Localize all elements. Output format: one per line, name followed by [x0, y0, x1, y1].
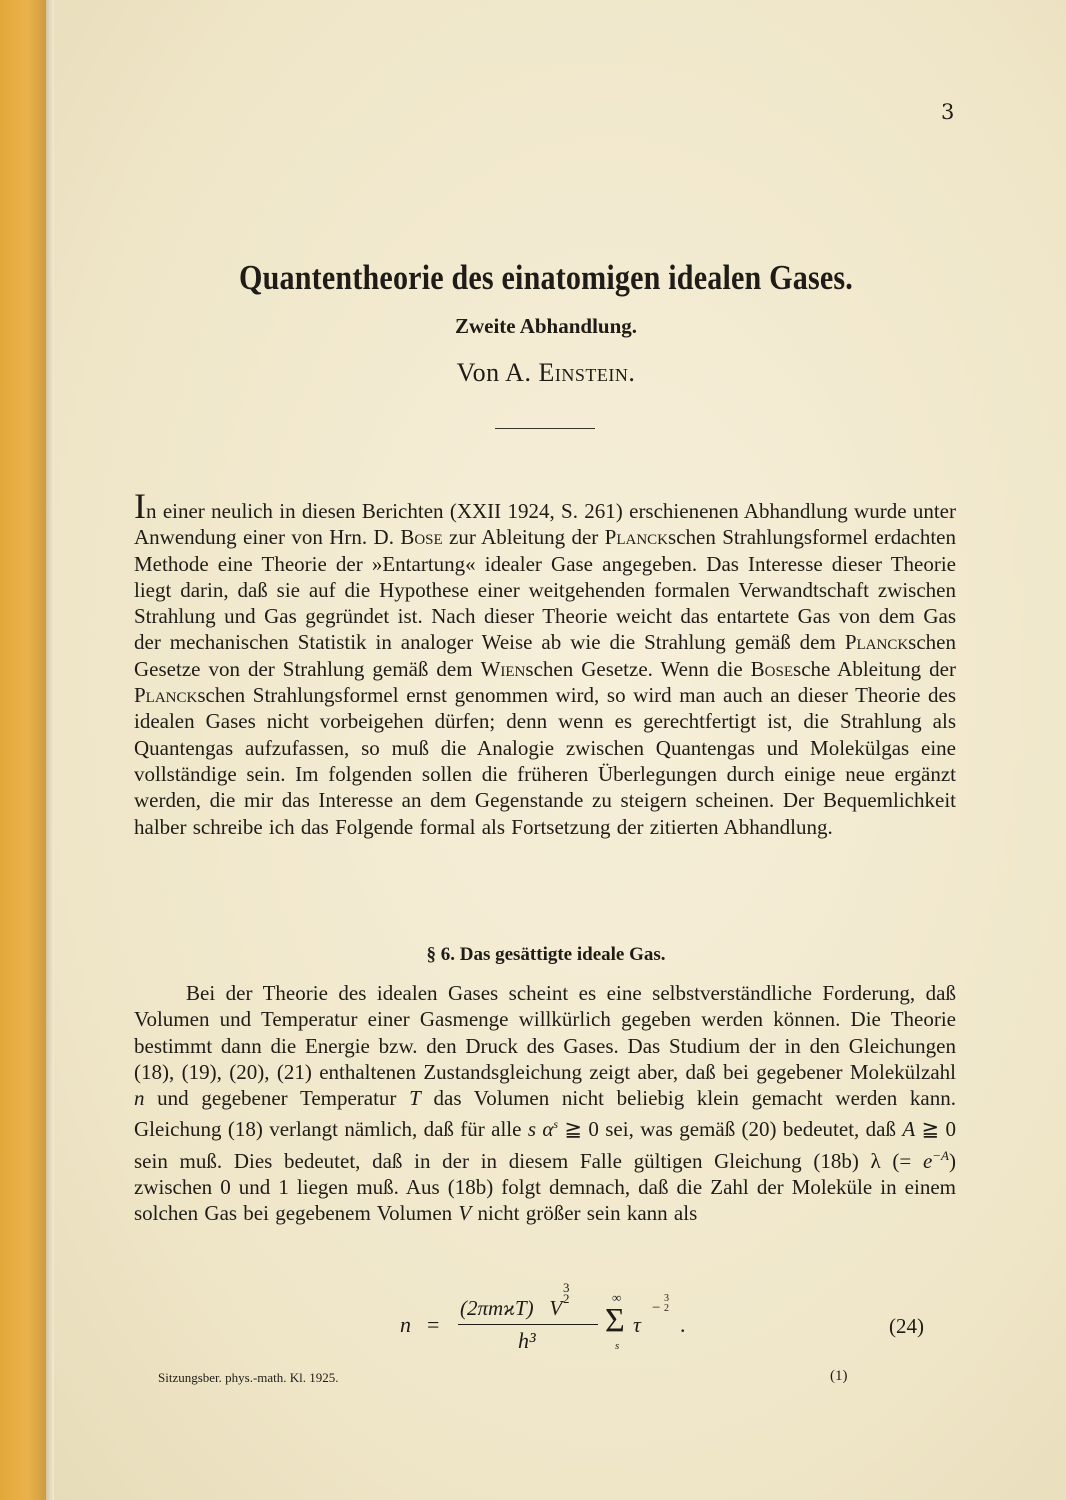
title-divider — [495, 428, 595, 429]
var-A: A — [902, 1117, 916, 1142]
formula-numerator-V: V — [549, 1296, 563, 1320]
author-name: Einstein. — [538, 358, 636, 387]
name-wien: Wien — [480, 656, 526, 681]
exp-superscript: −A — [932, 1147, 949, 1163]
fraction-bar — [458, 1324, 598, 1325]
page-edge — [0, 0, 46, 1500]
equation-24 — [400, 1282, 820, 1362]
footer-signature: (1) — [830, 1368, 848, 1384]
intro-text-1: n einer neulich in diesen Berichten (XXII 1924, S. 261) erschienenen Abhandlung wurde unter Anwendung einer von Hrn. D. — [134, 499, 956, 550]
formula-lhs: n — [400, 1312, 411, 1337]
footer-journal: Sitzungsber. phys.-math. Kl. 1925. — [158, 1370, 339, 1385]
name-bose-2: Bose — [750, 656, 794, 681]
intro-text-2: zur Ableitung der — [442, 525, 605, 550]
author-line — [0, 358, 1066, 388]
condition-superscript: s — [553, 1117, 559, 1132]
article-title: Quantentheorie des einatomigen idealen Gases. — [239, 258, 853, 297]
author-prefix: Von A. — [456, 358, 532, 387]
var-T: T — [409, 1086, 421, 1111]
section-text-5: ≧ 0 sein muß. Dies bedeutet, daß in der in diesem Falle gültigen Gleichung (18b) λ (= — [134, 1117, 956, 1173]
section-text-1: Bei der Theorie des idealen Gases scheint es eine selbstverständliche Forderung, daß Volumen und Temperatur einer Gasmenge willkürlich gegeben werden können. Die Theorie bestimmt dann die Energie bzw. den Druck des Gases. Das Studium der in den Gleichungen (18), (19), (20), (21) enthaltenen Zustandsgleichung zeigt aber, daß bei gegebener Molekülzahl — [134, 981, 956, 1084]
formula-numerator — [460, 1296, 562, 1321]
tau-exponent-sign: − — [652, 1300, 661, 1316]
section-text-7: nicht größer sein kann als — [471, 1201, 698, 1226]
page-number: 3 — [941, 100, 955, 124]
section-text-4: ≧ 0 sei, was gemäß (20) bedeutet, daß — [558, 1117, 903, 1142]
sum-symbol: Σ — [605, 1302, 625, 1339]
formula-equals: = — [427, 1312, 440, 1337]
formula-numerator-base: (2πmϰT) — [460, 1296, 534, 1320]
intro-text-6: sche Ableitung der — [793, 656, 956, 681]
name-planck-2: Planck — [844, 630, 909, 655]
section-heading: § 6. Das gesättigte ideale Gas. — [426, 944, 666, 965]
article-subtitle: Zweite Abhandlung. — [454, 314, 638, 338]
tau-exp-bottom: 2 — [664, 1303, 669, 1314]
section-text-3: das Volumen nicht beliebig klein gemacht werden kann. Gleichung (18) verlangt nämlich, daß für alle — [134, 1086, 956, 1142]
name-bose: Bose — [400, 525, 443, 550]
formula-period: . — [680, 1312, 686, 1337]
section-text-6: ) zwischen 0 und 1 liegen muß. Aus (18b) folgt demnach, daß die Zahl der Moleküle in einem solchen Gas bei gegebenem Volumen — [134, 1148, 956, 1226]
var-V: V — [458, 1201, 472, 1226]
intro-text-5: schen Gesetze. Wenn die — [525, 656, 751, 681]
tau-exp-top: 3 — [664, 1293, 669, 1304]
formula-denominator: h³ — [518, 1328, 536, 1353]
section-paragraph — [134, 980, 956, 1227]
sum-upper-limit: ∞ — [612, 1290, 622, 1305]
intro-text-7: schen Strahlungsformel ernst genommen wird, so wird man auch an dieser Theorie des idealen Gases nicht vorbeigehen dürfen; denn wenn es gerechtfertigt ist, die Strahlung als Quantengas aufzufassen, so muß die Analogie zwischen Quantengas und Molekülgas eine vollständige sein. Im folgenden sollen die früheren Überlegungen durch einige neue ergänzt werden, die mir das Interesse an dem Gegenstande zu steigern scheinen. Der Bequemlichkeit halber schreibe ich das Folgende formal als Fortsetzung der zitierten Abhandlung. — [134, 683, 956, 839]
equation-number: (24) — [889, 1314, 924, 1338]
name-planck-1: Planck — [604, 525, 669, 550]
name-planck-3: Planck — [134, 683, 198, 708]
intro-text-3: schen Strahlungsformel erdachten Methode eine Theorie der »Entartung« idealer Gase angegeben. Das Interesse dieser Theorie liegt darin, daß sie auf die Hypothese einer weitgehenden formalen Verwandtschaft zwischen Strahlung und Gas gegründet ist. Nach dieser Theorie weicht das entartete Gas von dem Gas der mechanischen Statistik in analoger Weise ab wie die Strahlung gemäß dem — [134, 525, 956, 655]
var-n: n — [134, 1086, 145, 1111]
sum-lower-limit: s — [615, 1340, 620, 1352]
formula-tau: τ — [633, 1312, 641, 1337]
tau-exponent — [664, 1294, 669, 1314]
condition-expression: s α — [527, 1117, 554, 1142]
page-edge-shadow — [46, 0, 54, 1500]
section-text-2: und gegebener Temperatur — [144, 1086, 410, 1111]
intro-text-4: schen Gesetze von der Strahlung gemäß dem — [134, 630, 956, 681]
var-e: e — [922, 1148, 933, 1173]
exp-bottom: 2 — [563, 1291, 570, 1306]
exp-top: 3 — [563, 1280, 570, 1295]
formula-numerator-exponent — [563, 1282, 570, 1304]
intro-paragraph — [134, 486, 956, 840]
drop-cap: I — [134, 486, 146, 526]
